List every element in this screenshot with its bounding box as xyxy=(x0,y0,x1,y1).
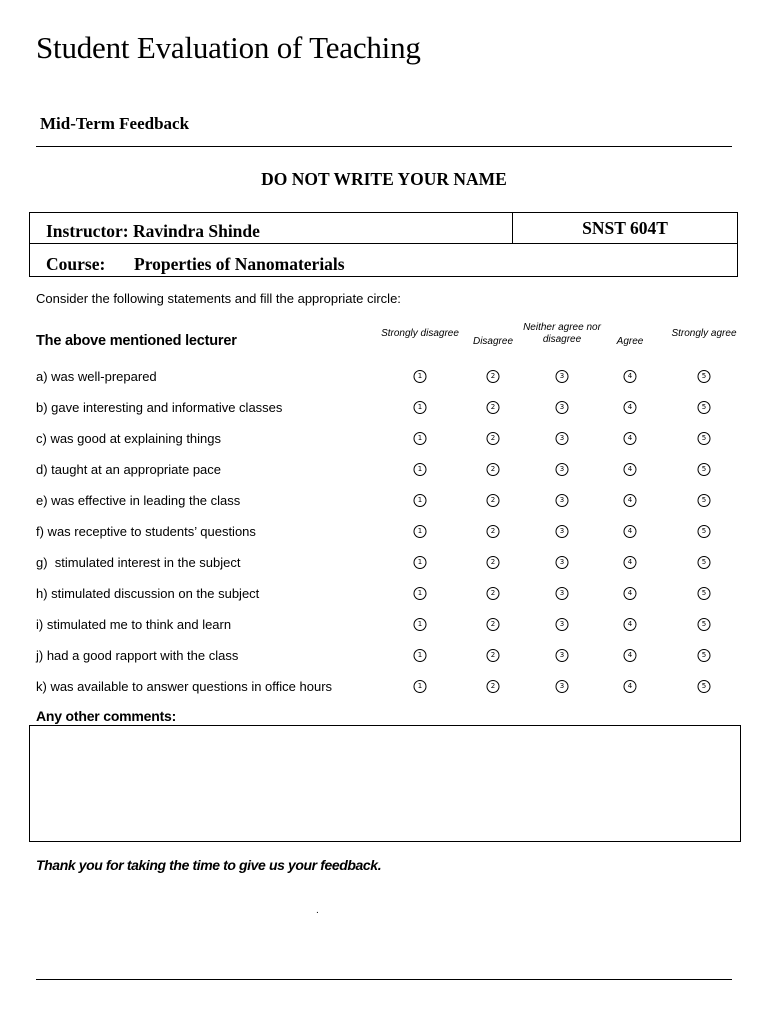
instructor-label: Instructor: xyxy=(46,221,129,241)
rating-circle-4[interactable]: 4 xyxy=(624,401,637,414)
comments-box[interactable] xyxy=(29,725,741,842)
rating-circle-5[interactable]: 5 xyxy=(698,432,711,445)
course-label: Course: xyxy=(46,254,106,274)
question-row xyxy=(36,555,736,575)
divider-bottom xyxy=(36,979,732,980)
rating-circle-2[interactable]: 2 xyxy=(487,401,500,414)
rating-circle-1[interactable]: 1 xyxy=(414,463,427,476)
rating-circle-3[interactable]: 3 xyxy=(556,587,569,600)
rating-circle-4[interactable]: 4 xyxy=(624,370,637,383)
rating-circle-1[interactable]: 1 xyxy=(414,370,427,383)
rating-circle-4[interactable]: 4 xyxy=(624,618,637,631)
rating-circle-1[interactable]: 1 xyxy=(414,401,427,414)
question-row xyxy=(36,431,736,451)
page-subtitle: Mid-Term Feedback xyxy=(40,114,190,133)
rating-circle-5[interactable]: 5 xyxy=(698,525,711,538)
rating-circle-1[interactable]: 1 xyxy=(414,587,427,600)
thank-you-note: Thank you for taking the time to give us your feedback. xyxy=(36,857,382,873)
question-text: c) was good at explaining things xyxy=(36,431,222,446)
anonymity-notice: DO NOT WRITE YOUR NAME xyxy=(261,169,507,189)
question-text: j) had a good rapport with the class xyxy=(36,648,239,663)
question-text: a) was well-prepared xyxy=(36,369,157,384)
question-text: b) gave interesting and informative classes xyxy=(36,400,283,415)
rating-circle-2[interactable]: 2 xyxy=(487,680,500,693)
rating-circle-1[interactable]: 1 xyxy=(414,618,427,631)
question-text: i) stimulated me to think and learn xyxy=(36,617,232,632)
scale-option-label: Agree xyxy=(616,336,644,347)
rating-circle-2[interactable]: 2 xyxy=(487,618,500,631)
rating-circle-3[interactable]: 3 xyxy=(556,463,569,476)
question-row xyxy=(36,400,736,420)
question-row xyxy=(36,462,736,482)
comments-label: Any other comments: xyxy=(36,708,177,724)
rating-circle-2[interactable]: 2 xyxy=(487,525,500,538)
course-code: SNST 604T xyxy=(582,218,668,238)
rating-circle-2[interactable]: 2 xyxy=(487,432,500,445)
rating-circle-1[interactable]: 1 xyxy=(414,680,427,693)
rating-circle-3[interactable]: 3 xyxy=(556,556,569,569)
question-text: d) taught at an appropriate pace xyxy=(36,462,222,477)
rating-circle-3[interactable]: 3 xyxy=(556,618,569,631)
rating-circle-3[interactable]: 3 xyxy=(556,649,569,662)
rating-circle-1[interactable]: 1 xyxy=(414,649,427,662)
rating-circle-3[interactable]: 3 xyxy=(556,680,569,693)
rating-circle-3[interactable]: 3 xyxy=(556,370,569,383)
rating-circle-4[interactable]: 4 xyxy=(624,680,637,693)
rating-circle-2[interactable]: 2 xyxy=(487,649,500,662)
question-row xyxy=(36,648,736,668)
question-row xyxy=(36,617,736,637)
question-text: g) stimulated interest in the subject xyxy=(36,555,241,570)
rating-circle-3[interactable]: 3 xyxy=(556,432,569,445)
rating-circle-3[interactable]: 3 xyxy=(556,525,569,538)
rating-circle-4[interactable]: 4 xyxy=(624,649,637,662)
table-row-divider xyxy=(30,243,737,244)
question-row xyxy=(36,586,736,606)
rating-circle-3[interactable]: 3 xyxy=(556,494,569,507)
stray-mark: . xyxy=(316,905,319,916)
divider-top xyxy=(36,146,732,147)
question-row xyxy=(36,493,736,513)
rating-circle-2[interactable]: 2 xyxy=(487,587,500,600)
instructions-text: Consider the following statements and fill the appropriate circle: xyxy=(36,291,401,306)
course-cell xyxy=(46,254,345,275)
scale-option-label: Strongly agree xyxy=(671,328,737,339)
rating-circle-1[interactable]: 1 xyxy=(414,556,427,569)
rating-circle-2[interactable]: 2 xyxy=(487,370,500,383)
rating-circle-1[interactable]: 1 xyxy=(414,494,427,507)
rating-circle-5[interactable]: 5 xyxy=(698,680,711,693)
rating-circle-4[interactable]: 4 xyxy=(624,494,637,507)
rating-circle-2[interactable]: 2 xyxy=(487,463,500,476)
rating-circle-1[interactable]: 1 xyxy=(414,432,427,445)
rating-circle-4[interactable]: 4 xyxy=(624,432,637,445)
question-text: h) stimulated discussion on the subject xyxy=(36,586,260,601)
rating-circle-5[interactable]: 5 xyxy=(698,370,711,383)
rating-circle-2[interactable]: 2 xyxy=(487,556,500,569)
course-name: Properties of Nanomaterials xyxy=(134,254,345,274)
scale-option-label: Disagree xyxy=(472,336,514,347)
rating-circle-2[interactable]: 2 xyxy=(487,494,500,507)
question-row xyxy=(36,369,736,389)
rating-circle-5[interactable]: 5 xyxy=(698,618,711,631)
rating-circle-4[interactable]: 4 xyxy=(624,463,637,476)
scale-option-label: Strongly disagree xyxy=(381,328,459,339)
rating-circle-5[interactable]: 5 xyxy=(698,401,711,414)
rating-circle-5[interactable]: 5 xyxy=(698,463,711,476)
rating-circle-5[interactable]: 5 xyxy=(698,649,711,662)
rating-circle-4[interactable]: 4 xyxy=(624,556,637,569)
rating-circle-4[interactable]: 4 xyxy=(624,587,637,600)
scale-option-label: Neither agree nor disagree xyxy=(523,322,601,345)
question-text: f) was receptive to students’ questions xyxy=(36,524,256,539)
instructor-cell xyxy=(46,221,260,242)
instructor-name: Ravindra Shinde xyxy=(133,221,260,241)
rating-circle-5[interactable]: 5 xyxy=(698,556,711,569)
question-row xyxy=(36,679,736,699)
question-row xyxy=(36,524,736,544)
question-text: e) was effective in leading the class xyxy=(36,493,241,508)
rating-circle-5[interactable]: 5 xyxy=(698,494,711,507)
question-text: k) was available to answer questions in office hours xyxy=(36,679,333,694)
course-info-table xyxy=(29,212,738,277)
rating-circle-4[interactable]: 4 xyxy=(624,525,637,538)
rating-circle-3[interactable]: 3 xyxy=(556,401,569,414)
rating-circle-1[interactable]: 1 xyxy=(414,525,427,538)
statements-heading: The above mentioned lecturer xyxy=(36,333,237,349)
page-title: Student Evaluation of Teaching xyxy=(36,30,421,65)
rating-circle-5[interactable]: 5 xyxy=(698,587,711,600)
